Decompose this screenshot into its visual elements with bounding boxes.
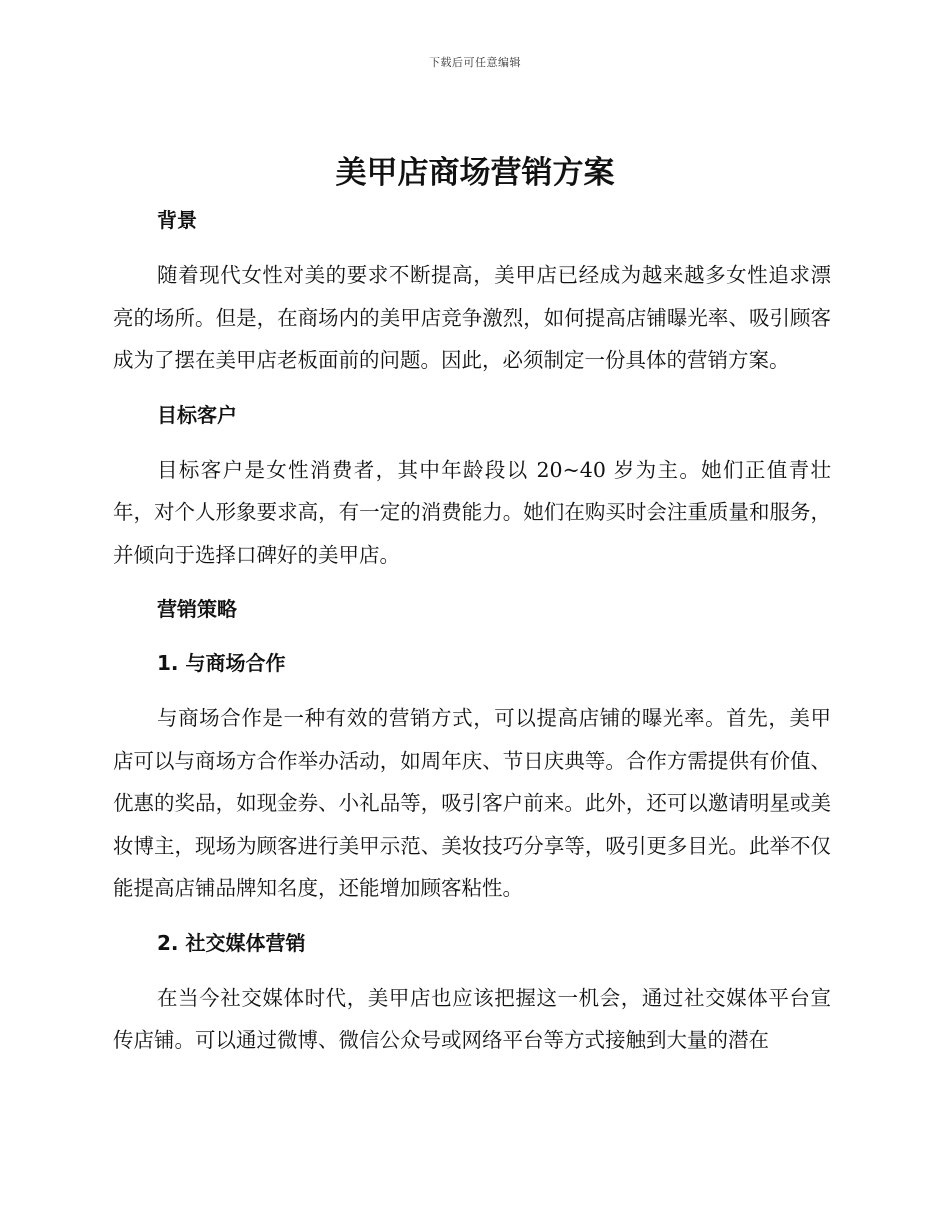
section-paragraph: 在当今社交媒体时代，美甲店也应该把握这一机会，通过社交媒体平台宣传店铺。可以通过微博、微信公众号或网络平台等方式接触到大量的潜在	[113, 985, 831, 1052]
section-marketing-strategy	[113, 589, 831, 629]
section-heading: 目标客户	[157, 402, 237, 427]
section-paragraph: 目标客户是女性消费者，其中年龄段以 20~40 岁为主。她们正值青壮年，对个人形象要求高，有一定的消费能力。她们在购买时会注重质量和服务，并倾向于选择口碑好的美甲店。	[113, 457, 831, 567]
document-body	[113, 200, 831, 1075]
section-social-media	[113, 923, 831, 1062]
document-title: 美甲店商场营销方案	[335, 155, 615, 191]
section-mall-cooperation	[113, 643, 831, 910]
section-paragraph: 与商场合作是一种有效的营销方式，可以提高店铺的曝光率。首先，美甲店可以与商场方合作举办活动，如周年庆、节日庆典等。合作方需提供有价值、优惠的奖品，如现金券、小礼品等，吸引客户前来。此外，还可以邀请明星或美妆博主，现场为顾客进行美甲示范、美妆技巧分享等，吸引更多目光。此举不仅能提高店铺品牌知名度，还能增加顾客粘性。	[113, 706, 831, 900]
section-paragraph: 随着现代女性对美的要求不断提高，美甲店已经成为越来越多女性追求漂亮的场所。但是，在商场内的美甲店竞争激烈，如何提高店铺曝光率、吸引顾客成为了摆在美甲店老板面前的问题。因此，必须制定一份具体的营销方案。	[113, 263, 831, 372]
section-target-customers	[113, 395, 831, 577]
section-heading: 1. 与商场合作	[157, 651, 286, 675]
section-background	[113, 200, 831, 382]
section-heading: 背景	[157, 208, 197, 232]
page-header-note: 下载后可任意编辑	[429, 56, 521, 69]
section-heading: 2. 社交媒体营销	[157, 930, 306, 955]
section-heading: 营销策略	[157, 597, 237, 621]
